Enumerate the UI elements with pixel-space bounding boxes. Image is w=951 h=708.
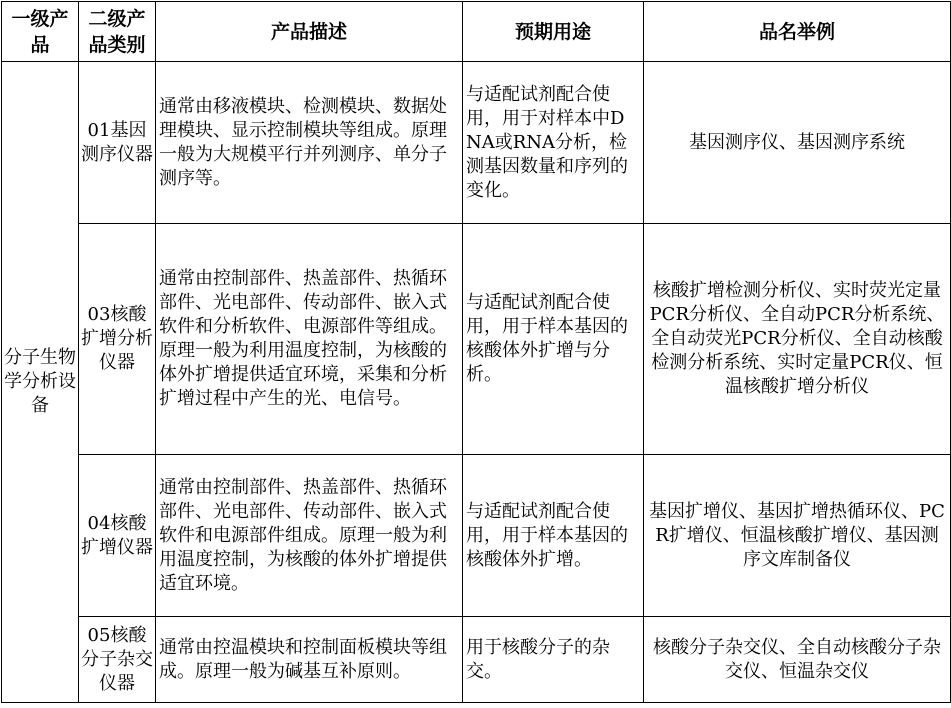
level2-category-cell: 04核酸扩增仪器 [79, 455, 156, 617]
description-cell: 通常由移液模块、检测模块、数据处理模块、显示控制模块等组成。原理一般为大规模平行并列测序、单分子测序等。 [156, 62, 463, 224]
examples-cell: 基因测序仪、基因测序系统 [644, 62, 951, 224]
examples-cell: 核酸扩增检测分析仪、实时荧光定量PCR分析仪、全自动PCR分析系统、全自动荧光PCR分析仪、全自动核酸检测分析系统、实时定量PCR仪、恒温核酸扩增分析仪 [644, 224, 951, 455]
description-cell: 通常由控制部件、热盖部件、热循环部件、光电部件、传动部件、嵌入式软件和电源部件组成。原理一般为利用温度控制，为核酸的体外扩增提供适宜环境。 [156, 455, 463, 617]
level2-category-cell: 01基因测序仪器 [79, 62, 156, 224]
header-row [2, 2, 951, 62]
header-level2: 二级产品类别 [79, 2, 156, 62]
description-cell: 通常由控温模块和控制面板模块等组成。原理一般为碱基互补原则。 [156, 617, 463, 703]
header-examples: 品名举例 [644, 2, 951, 62]
header-intended-use: 预期用途 [463, 2, 644, 62]
level1-category-cell: 分子生物学分析设备 [2, 62, 79, 703]
header-description: 产品描述 [156, 2, 463, 62]
intended-use-cell: 与适配试剂配合使用，用于样本基因的核酸体外扩增与分析。 [463, 224, 644, 455]
examples-cell: 核酸分子杂交仪、全自动核酸分子杂交仪、恒温杂交仪 [644, 617, 951, 703]
table-row [2, 617, 951, 703]
table-row [2, 62, 951, 224]
device-classification-table [1, 1, 951, 703]
examples-cell: 基因扩增仪、基因扩增热循环仪、PCR扩增仪、恒温核酸扩增仪、基因测序文库制备仪 [644, 455, 951, 617]
level2-category-cell: 05核酸分子杂交仪器 [79, 617, 156, 703]
level2-category-cell: 03核酸扩增分析仪器 [79, 224, 156, 455]
description-cell: 通常由控制部件、热盖部件、热循环部件、光电部件、传动部件、嵌入式软件和分析软件、电源部件等组成。原理一般为利用温度控制，为核酸的体外扩增提供适宜环境，采集和分析扩增过程中产生的光、电信号。 [156, 224, 463, 455]
header-level1: 一级产品 [2, 2, 79, 62]
table-row [2, 455, 951, 617]
table-row [2, 224, 951, 455]
intended-use-cell: 与适配试剂配合使用，用于样本基因的核酸体外扩增。 [463, 455, 644, 617]
intended-use-cell: 与适配试剂配合使用，用于对样本中DNA或RNA分析，检测基因数量和序列的变化。 [463, 62, 644, 224]
intended-use-cell: 用于核酸分子的杂交。 [463, 617, 644, 703]
